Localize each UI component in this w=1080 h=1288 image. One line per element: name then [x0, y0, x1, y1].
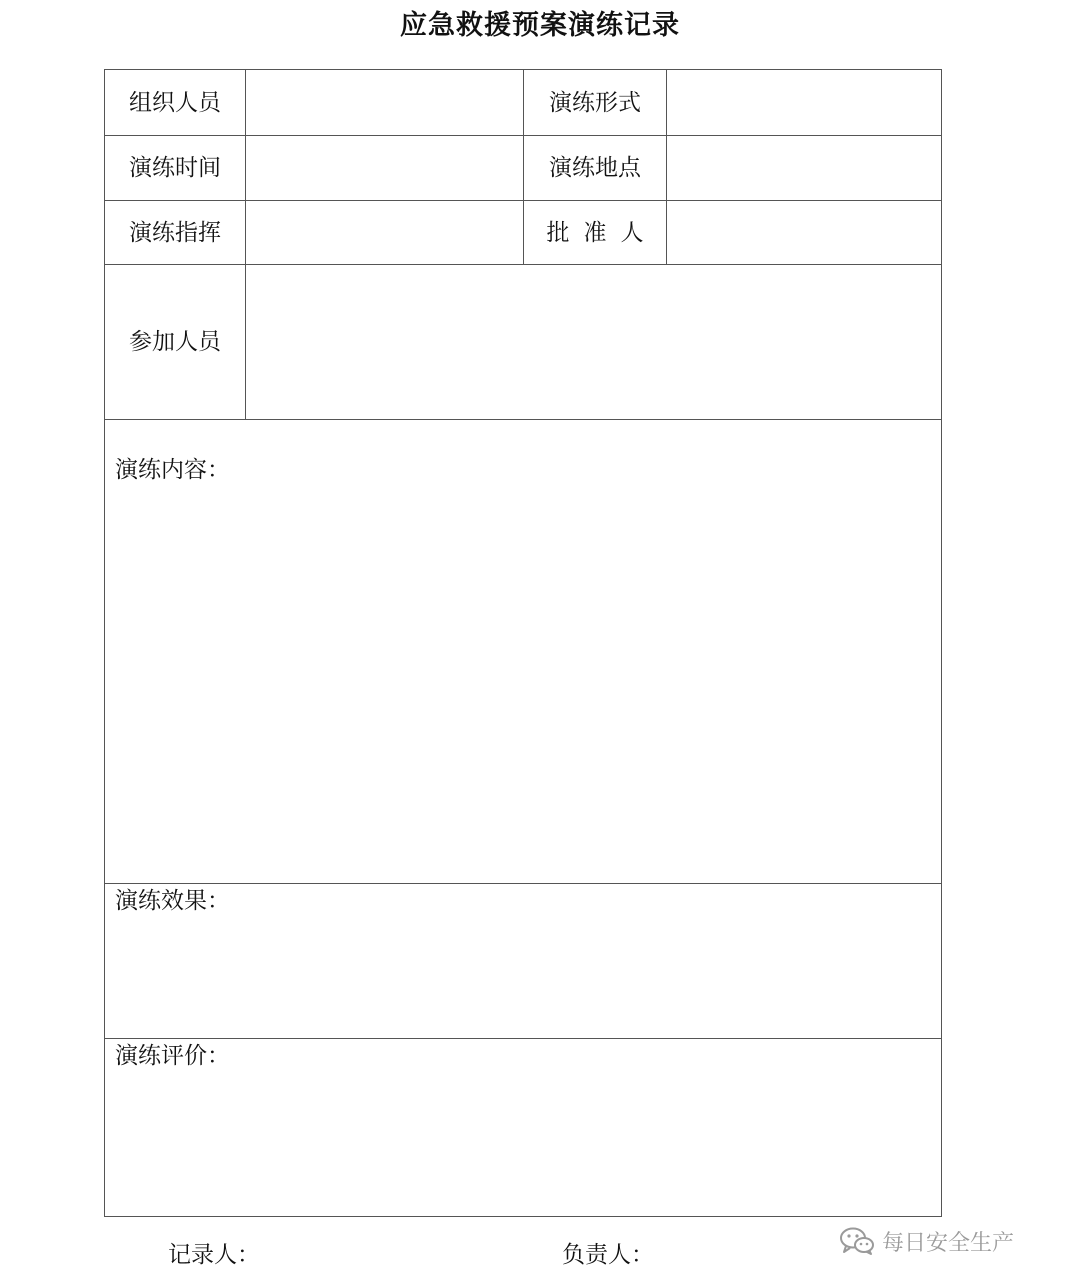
drill-content-section[interactable]: [105, 420, 941, 883]
drill-effect-label: 演练效果：: [115, 888, 230, 914]
participants-field[interactable]: [246, 265, 941, 419]
drill-time-field[interactable]: [246, 136, 523, 200]
watermark-text: 每日安全生产: [882, 1230, 1015, 1256]
drill-commander-label: 演练指挥: [129, 219, 221, 246]
responsible-person-label: 负责人：: [562, 1242, 654, 1268]
approver-field[interactable]: [667, 201, 941, 264]
organizer-label: 组织人员: [129, 89, 221, 116]
approver-label: 批准人: [546, 219, 658, 246]
wechat-icon: [838, 1226, 876, 1256]
recorder-label: 记录人：: [168, 1242, 260, 1268]
drill-effect-section[interactable]: [105, 884, 941, 1038]
drill-time-label: 演练时间: [129, 155, 221, 181]
watermark: [838, 1224, 1014, 1258]
drill-form-label: 演练形式: [549, 89, 641, 116]
drill-evaluation-section[interactable]: [105, 1039, 941, 1216]
drill-location-field[interactable]: [667, 136, 941, 200]
drill-location-label: 演练地点: [549, 155, 641, 181]
organizer-field[interactable]: [246, 70, 523, 135]
drill-content-label: 演练内容：: [115, 457, 230, 483]
drill-form-field[interactable]: [667, 70, 941, 135]
drill-record-form: [104, 69, 942, 1217]
drill-evaluation-label: 演练评价：: [115, 1043, 230, 1069]
participants-label: 参加人员: [129, 329, 221, 355]
drill-commander-field[interactable]: [246, 201, 523, 264]
page-title: 应急救援预案演练记录: [400, 10, 680, 41]
